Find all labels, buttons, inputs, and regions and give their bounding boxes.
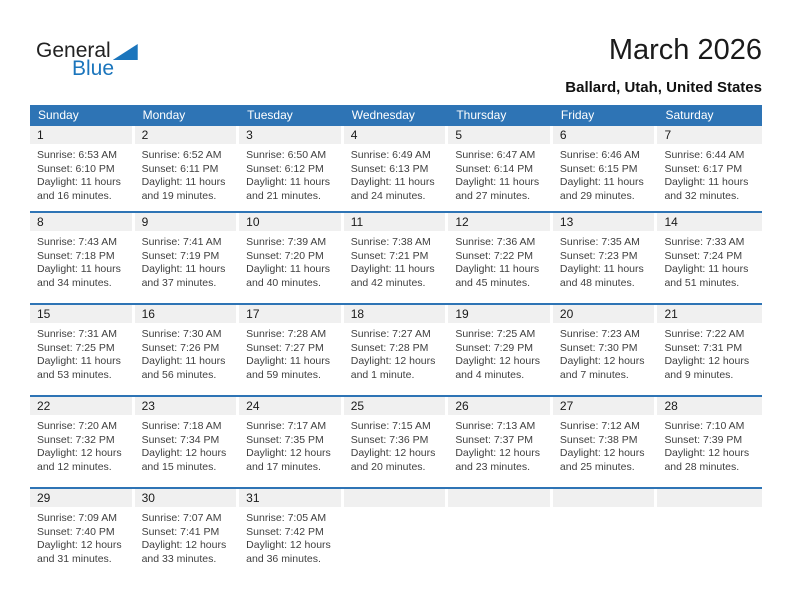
page-title: March 2026 [608, 34, 762, 66]
daylight-text-line2: and 45 minutes. [455, 276, 531, 289]
daylight-text-line2: and 37 minutes. [141, 276, 217, 289]
sunrise-text: Sunrise: 6:52 AM [141, 149, 222, 161]
daylight-text-line1: Daylight: 12 hours [37, 539, 122, 551]
sunrise-text: Sunrise: 6:46 AM [559, 149, 640, 161]
day-number-band [448, 126, 550, 144]
day-number-band [239, 489, 341, 507]
sunset-text: Sunset: 6:11 PM [141, 162, 219, 175]
day-number-band [135, 213, 237, 231]
daylight-text-line1: Daylight: 12 hours [664, 355, 750, 367]
day-cell [657, 397, 762, 487]
day-cell [448, 213, 553, 303]
logo-text-blue: Blue [72, 57, 115, 80]
day-cell-body [448, 415, 553, 474]
day-number: 4 [350, 128, 358, 142]
sunrise-text: Sunrise: 7:07 AM [141, 512, 222, 524]
day-number: 15 [37, 307, 51, 321]
sunrise-text: Sunrise: 7:18 AM [141, 420, 222, 432]
daylight-text-line2: and 15 minutes. [141, 460, 217, 473]
daylight-text-line1: Daylight: 12 hours [141, 447, 227, 459]
daylight-text-line2: and 25 minutes. [559, 460, 635, 473]
day-number-band [657, 489, 762, 507]
calendar-grid [30, 126, 762, 579]
daylight-text-line2: and 1 minute. [350, 368, 415, 381]
daylight-text-line2: and 23 minutes. [455, 460, 531, 473]
day-number: 12 [455, 215, 469, 229]
sunset-text: Sunset: 6:10 PM [37, 162, 115, 175]
day-number: 9 [141, 215, 149, 229]
day-cell [344, 213, 449, 303]
day-cell-body [135, 415, 240, 474]
sunset-text: Sunset: 7:28 PM [350, 341, 429, 354]
day-number-band [553, 213, 655, 231]
daylight-text-line1: Daylight: 12 hours [559, 355, 645, 367]
sunrise-text: Sunrise: 7:38 AM [350, 236, 431, 248]
sunset-text: Sunset: 7:22 PM [455, 249, 533, 262]
daylight-text-line2: and 36 minutes. [246, 552, 321, 565]
day-number-band [657, 213, 762, 231]
daylight-text-line1: Daylight: 11 hours [246, 355, 331, 367]
day-number-band [344, 213, 446, 231]
day-cell-body [448, 231, 553, 290]
sunset-text: Sunset: 7:31 PM [664, 341, 743, 354]
sunrise-text: Sunrise: 7:33 AM [664, 236, 745, 248]
sunset-text: Sunset: 7:32 PM [37, 433, 115, 446]
week-row [30, 395, 762, 487]
day-cell [344, 126, 449, 211]
day-cell [30, 213, 135, 303]
sunset-text: Sunset: 7:30 PM [559, 341, 638, 354]
day-number: 2 [141, 128, 149, 142]
sunset-text: Sunset: 7:36 PM [350, 433, 429, 446]
sunset-text: Sunset: 6:12 PM [246, 162, 324, 175]
daylight-text-line1: Daylight: 11 hours [141, 355, 226, 367]
day-number-band [344, 397, 446, 415]
day-number: 17 [246, 307, 260, 321]
sunrise-text: Sunrise: 7:35 AM [559, 236, 640, 248]
day-cell [657, 213, 762, 303]
day-number-band [553, 126, 655, 144]
day-number: 14 [664, 215, 678, 229]
daylight-text-line1: Daylight: 12 hours [455, 355, 540, 367]
sunset-text: Sunset: 7:39 PM [664, 433, 743, 446]
daylight-text-line2: and 28 minutes. [664, 460, 740, 473]
daylight-text-line1: Daylight: 11 hours [37, 355, 121, 367]
day-cell [135, 397, 240, 487]
day-cell-body [239, 323, 344, 382]
day-number: 23 [141, 399, 155, 413]
day-cell-body [448, 323, 553, 382]
day-number-band [657, 305, 762, 323]
day-cell [553, 126, 658, 211]
daylight-text-line1: Daylight: 12 hours [559, 447, 645, 459]
day-cell [239, 305, 344, 395]
day-cell-body [135, 144, 240, 203]
day-cell-body [135, 323, 240, 382]
day-cell [135, 213, 240, 303]
day-cell-body [30, 507, 135, 566]
day-cell-body [553, 415, 658, 474]
daylight-text-line2: and 21 minutes. [246, 189, 321, 202]
sunset-text: Sunset: 7:24 PM [664, 249, 743, 262]
day-cell-body [344, 323, 449, 382]
empty-day-cell [657, 489, 762, 579]
day-number: 24 [246, 399, 260, 413]
daylight-text-line2: and 31 minutes. [37, 552, 112, 565]
day-cell-body [239, 144, 344, 203]
daylight-text-line2: and 7 minutes. [559, 368, 629, 381]
day-number: 10 [246, 215, 260, 229]
day-cell [344, 305, 449, 395]
daylight-text-line2: and 9 minutes. [664, 368, 734, 381]
day-cell [553, 305, 658, 395]
daylight-text-line1: Daylight: 11 hours [664, 263, 749, 275]
daylight-text-line2: and 34 minutes. [37, 276, 112, 289]
sunrise-text: Sunrise: 7:23 AM [559, 328, 640, 340]
sunrise-text: Sunrise: 6:47 AM [455, 149, 536, 161]
day-number-band [135, 126, 237, 144]
day-number-band [344, 305, 446, 323]
sunset-text: Sunset: 7:21 PM [350, 249, 429, 262]
daylight-text-line2: and 32 minutes. [664, 189, 740, 202]
day-cell-body [30, 415, 135, 474]
day-cell-body [553, 507, 658, 512]
daylight-text-line1: Daylight: 11 hours [37, 263, 121, 275]
day-number: 28 [664, 399, 678, 413]
day-cell-body [657, 144, 762, 203]
day-cell-body [344, 144, 449, 203]
daylight-text-line1: Daylight: 11 hours [350, 263, 435, 275]
general-blue-logo [36, 40, 138, 79]
sunrise-text: Sunrise: 7:09 AM [37, 512, 117, 524]
daylight-text-line2: and 56 minutes. [141, 368, 217, 381]
day-number-band [344, 126, 446, 144]
sunrise-text: Sunrise: 7:10 AM [664, 420, 745, 432]
day-cell [553, 397, 658, 487]
sunset-text: Sunset: 7:25 PM [37, 341, 115, 354]
day-number-band [239, 213, 341, 231]
day-number-band [30, 213, 132, 231]
empty-day-cell [344, 489, 449, 579]
sunrise-text: Sunrise: 6:50 AM [246, 149, 327, 161]
day-number-band [448, 489, 550, 507]
day-cell [30, 489, 135, 579]
sunrise-text: Sunrise: 7:39 AM [246, 236, 327, 248]
day-number-band [30, 397, 132, 415]
daylight-text-line2: and 40 minutes. [246, 276, 321, 289]
sunrise-text: Sunrise: 7:17 AM [246, 420, 327, 432]
day-number-band [553, 305, 655, 323]
daylight-text-line1: Daylight: 12 hours [455, 447, 540, 459]
day-number: 18 [350, 307, 365, 321]
daylight-text-line2: and 51 minutes. [664, 276, 740, 289]
day-number: 26 [455, 399, 469, 413]
weekday-header: Thursday [456, 108, 507, 122]
daylight-text-line2: and 20 minutes. [350, 460, 426, 473]
day-cell [448, 397, 553, 487]
sunset-text: Sunset: 6:17 PM [664, 162, 743, 175]
day-number-band [448, 213, 550, 231]
sunset-text: Sunset: 6:15 PM [559, 162, 638, 175]
daylight-text-line1: Daylight: 12 hours [350, 355, 436, 367]
day-cell-body [553, 231, 658, 290]
empty-day-cell [448, 489, 553, 579]
day-number: 5 [455, 128, 462, 142]
daylight-text-line2: and 27 minutes. [455, 189, 531, 202]
daylight-text-line2: and 19 minutes. [141, 189, 217, 202]
day-cell-body [657, 323, 762, 382]
day-number: 29 [37, 491, 51, 505]
day-number-band [135, 489, 237, 507]
daylight-text-line2: and 4 minutes. [455, 368, 525, 381]
daylight-text-line2: and 12 minutes. [37, 460, 112, 473]
sunrise-text: Sunrise: 6:53 AM [37, 149, 117, 161]
week-row [30, 126, 762, 211]
day-number: 20 [559, 307, 574, 321]
daylight-text-line1: Daylight: 12 hours [350, 447, 436, 459]
day-cell-body [30, 323, 135, 382]
sunset-text: Sunset: 7:34 PM [141, 433, 220, 446]
day-number-band [239, 126, 341, 144]
day-number-band [30, 126, 132, 144]
week-row [30, 303, 762, 395]
daylight-text-line2: and 33 minutes. [141, 552, 217, 565]
sunset-text: Sunset: 7:26 PM [141, 341, 220, 354]
day-number-band [553, 489, 655, 507]
day-cell-body [239, 507, 344, 566]
day-cell [448, 305, 553, 395]
sunrise-text: Sunrise: 7:36 AM [455, 236, 536, 248]
sunset-text: Sunset: 6:14 PM [455, 162, 533, 175]
weekday-header-row [30, 105, 762, 126]
daylight-text-line1: Daylight: 11 hours [455, 263, 540, 275]
daylight-text-line1: Daylight: 12 hours [246, 539, 331, 551]
day-number: 21 [664, 307, 678, 321]
day-number: 11 [350, 215, 364, 229]
day-cell-body [448, 144, 553, 203]
sunrise-text: Sunrise: 6:49 AM [350, 149, 431, 161]
sunrise-text: Sunrise: 7:20 AM [37, 420, 117, 432]
day-cell [135, 489, 240, 579]
sunrise-text: Sunrise: 7:41 AM [141, 236, 222, 248]
day-cell-body [135, 507, 240, 566]
day-number-band [135, 397, 237, 415]
day-number: 25 [350, 399, 365, 413]
day-cell-body [344, 415, 449, 474]
daylight-text-line1: Daylight: 11 hours [350, 176, 435, 188]
day-cell [135, 305, 240, 395]
weekday-header: Saturday [665, 108, 714, 122]
day-cell-body [448, 507, 553, 512]
day-number: 22 [37, 399, 51, 413]
sunset-text: Sunset: 7:20 PM [246, 249, 324, 262]
calendar-table [30, 105, 762, 579]
day-number-band [553, 397, 655, 415]
weekday-header: Sunday [38, 108, 79, 122]
sunset-text: Sunset: 7:40 PM [37, 525, 115, 538]
day-number: 30 [141, 491, 155, 505]
day-cell-body [239, 231, 344, 290]
daylight-text-line2: and 16 minutes. [37, 189, 112, 202]
day-number-band [448, 397, 550, 415]
sunrise-text: Sunrise: 7:22 AM [664, 328, 745, 340]
day-number-band [239, 397, 341, 415]
empty-day-cell [553, 489, 658, 579]
weekday-header: Friday [560, 108, 595, 122]
day-cell [239, 126, 344, 211]
sunrise-text: Sunrise: 7:15 AM [350, 420, 431, 432]
day-cell [30, 126, 135, 211]
sunrise-text: Sunrise: 7:43 AM [37, 236, 117, 248]
day-number-band [344, 489, 446, 507]
sunrise-text: Sunrise: 7:31 AM [37, 328, 117, 340]
day-number: 19 [455, 307, 469, 321]
sunrise-text: Sunrise: 7:25 AM [455, 328, 536, 340]
daylight-text-line1: Daylight: 11 hours [246, 176, 331, 188]
daylight-text-line1: Daylight: 11 hours [559, 263, 644, 275]
week-row [30, 211, 762, 303]
day-number: 6 [559, 128, 567, 142]
daylight-text-line1: Daylight: 12 hours [141, 539, 227, 551]
sunset-text: Sunset: 7:23 PM [559, 249, 638, 262]
day-cell-body [657, 415, 762, 474]
daylight-text-line1: Daylight: 11 hours [37, 176, 121, 188]
day-number: 31 [246, 491, 260, 505]
day-cell-body [344, 231, 449, 290]
daylight-text-line2: and 24 minutes. [350, 189, 426, 202]
sunset-text: Sunset: 7:19 PM [141, 249, 220, 262]
day-cell [135, 126, 240, 211]
daylight-text-line1: Daylight: 11 hours [455, 176, 540, 188]
day-cell [657, 126, 762, 211]
day-cell-body [30, 231, 135, 290]
sunset-text: Sunset: 7:29 PM [455, 341, 533, 354]
sunset-text: Sunset: 7:42 PM [246, 525, 324, 538]
sunrise-text: Sunrise: 6:44 AM [664, 149, 745, 161]
day-cell [30, 397, 135, 487]
day-number: 27 [559, 399, 574, 413]
day-cell-body [135, 231, 240, 290]
day-number: 8 [37, 215, 44, 229]
daylight-text-line2: and 29 minutes. [559, 189, 635, 202]
day-cell [239, 213, 344, 303]
day-number: 7 [664, 128, 672, 142]
daylight-text-line2: and 59 minutes. [246, 368, 321, 381]
sunset-text: Sunset: 6:13 PM [350, 162, 429, 175]
day-number-band [30, 305, 132, 323]
sunset-text: Sunset: 7:18 PM [37, 249, 115, 262]
day-number-band [239, 305, 341, 323]
logo-text-general: General [36, 39, 111, 62]
sunset-text: Sunset: 7:37 PM [455, 433, 533, 446]
sunrise-text: Sunrise: 7:27 AM [350, 328, 431, 340]
day-number-band [30, 489, 132, 507]
day-cell [239, 397, 344, 487]
day-cell [657, 305, 762, 395]
day-cell-body [657, 507, 762, 512]
daylight-text-line1: Daylight: 12 hours [246, 447, 331, 459]
daylight-text-line2: and 53 minutes. [37, 368, 112, 381]
day-number-band [657, 126, 762, 144]
day-number-band [657, 397, 762, 415]
day-cell-body [553, 323, 658, 382]
daylight-text-line2: and 48 minutes. [559, 276, 635, 289]
sunrise-text: Sunrise: 7:05 AM [246, 512, 327, 524]
sunrise-text: Sunrise: 7:28 AM [246, 328, 327, 340]
day-cell-body [344, 507, 449, 512]
daylight-text-line2: and 17 minutes. [246, 460, 321, 473]
daylight-text-line1: Daylight: 11 hours [664, 176, 749, 188]
day-number: 3 [246, 128, 253, 142]
day-cell [448, 126, 553, 211]
sunrise-text: Sunrise: 7:30 AM [141, 328, 222, 340]
week-row [30, 487, 762, 579]
day-cell [30, 305, 135, 395]
day-cell-body [657, 231, 762, 290]
day-number: 16 [141, 307, 155, 321]
location-subtitle: Ballard, Utah, United States [565, 79, 762, 96]
daylight-text-line1: Daylight: 11 hours [141, 263, 226, 275]
sunrise-text: Sunrise: 7:12 AM [559, 420, 640, 432]
sunset-text: Sunset: 7:38 PM [559, 433, 638, 446]
day-cell-body [30, 144, 135, 203]
weekday-header: Tuesday [247, 108, 293, 122]
day-cell-body [553, 144, 658, 203]
daylight-text-line1: Daylight: 11 hours [141, 176, 226, 188]
daylight-text-line1: Daylight: 12 hours [37, 447, 122, 459]
daylight-text-line1: Daylight: 11 hours [559, 176, 644, 188]
day-cell [344, 397, 449, 487]
daylight-text-line2: and 42 minutes. [350, 276, 426, 289]
daylight-text-line1: Daylight: 11 hours [246, 263, 331, 275]
weekday-header: Wednesday [351, 108, 415, 122]
sunset-text: Sunset: 7:27 PM [246, 341, 324, 354]
sunrise-text: Sunrise: 7:13 AM [455, 420, 536, 432]
sunset-text: Sunset: 7:35 PM [246, 433, 324, 446]
day-number-band [448, 305, 550, 323]
daylight-text-line1: Daylight: 12 hours [664, 447, 750, 459]
day-cell-body [239, 415, 344, 474]
sunset-text: Sunset: 7:41 PM [141, 525, 220, 538]
day-cell [239, 489, 344, 579]
weekday-header: Monday [142, 108, 186, 122]
day-number-band [135, 305, 237, 323]
day-cell [553, 213, 658, 303]
day-number: 1 [37, 128, 44, 142]
day-number: 13 [559, 215, 574, 229]
